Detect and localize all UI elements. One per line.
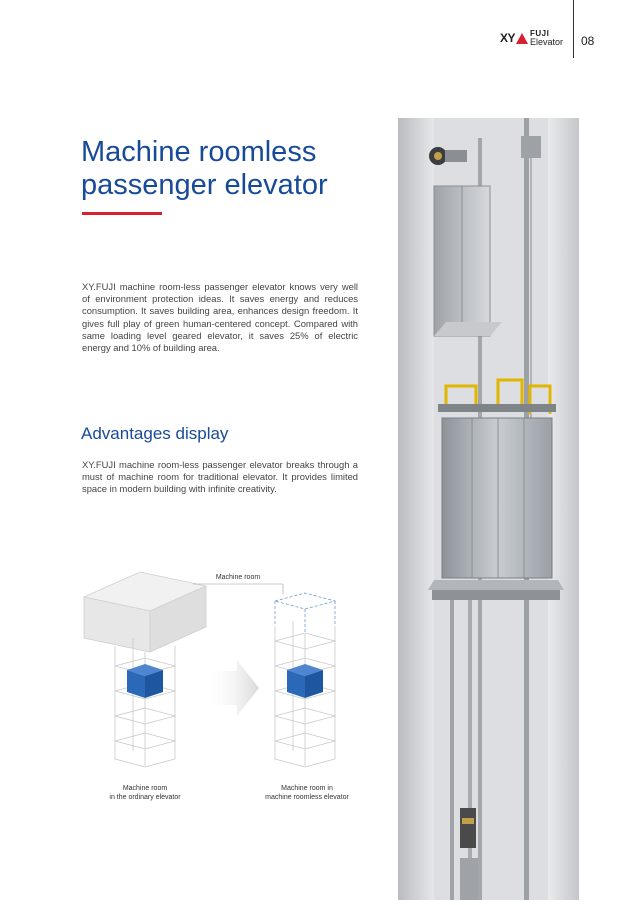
page-title-line-1: Machine roomless (81, 136, 317, 168)
brand-logo (500, 30, 563, 46)
ordinary-elevator-car-cube (127, 664, 163, 698)
advantages-heading: Advantages display (81, 424, 229, 443)
right-caption-line-2: machine roomless elevator (265, 794, 349, 801)
left-caption (90, 784, 200, 802)
machine-room-comparison-diagram (75, 566, 375, 811)
page-number: 08 (581, 34, 595, 48)
logo-elevator-text: Elevator (530, 37, 564, 47)
advantages-paragraph: XY.FUJI machine room-less passenger elevator breaks through a must of machine room for traditional elevator. It provides limited space in modern building with infinite creativity. (82, 459, 358, 495)
elevator-shaft-illustration (398, 118, 579, 900)
logo-wordmark (530, 30, 563, 46)
roomless-elevator-car-cube (287, 664, 323, 698)
left-caption-line-1: Machine room (122, 785, 168, 792)
right-caption-line-1: Machine room in (281, 785, 333, 792)
right-caption (251, 784, 363, 802)
header-divider (573, 0, 574, 58)
page-title (81, 136, 328, 202)
transition-arrow-icon (205, 660, 259, 716)
logo-xy-text: XY (500, 31, 516, 45)
title-accent-bar (82, 212, 162, 215)
page-title-line-2: passenger elevator (81, 169, 328, 201)
comparison-illustration (75, 566, 375, 811)
machine-room-label: Machine room (215, 574, 261, 581)
left-caption-line-2: in the ordinary elevator (109, 794, 181, 801)
elevator-shaft-photo (398, 118, 579, 900)
logo-fuji-text: FUJI (530, 29, 550, 38)
logo-triangle-icon (516, 33, 528, 44)
intro-paragraph: XY.FUJI machine room-less passenger elevator knows very well of environment protection ideas. It saves energy and reduces consumption. It saves building area, enhances design freedom. It gives full play of green human-centered concept. Compared with same loading level geared elevator, it saves 25% of electric energy and 10% of building area. (82, 281, 358, 354)
